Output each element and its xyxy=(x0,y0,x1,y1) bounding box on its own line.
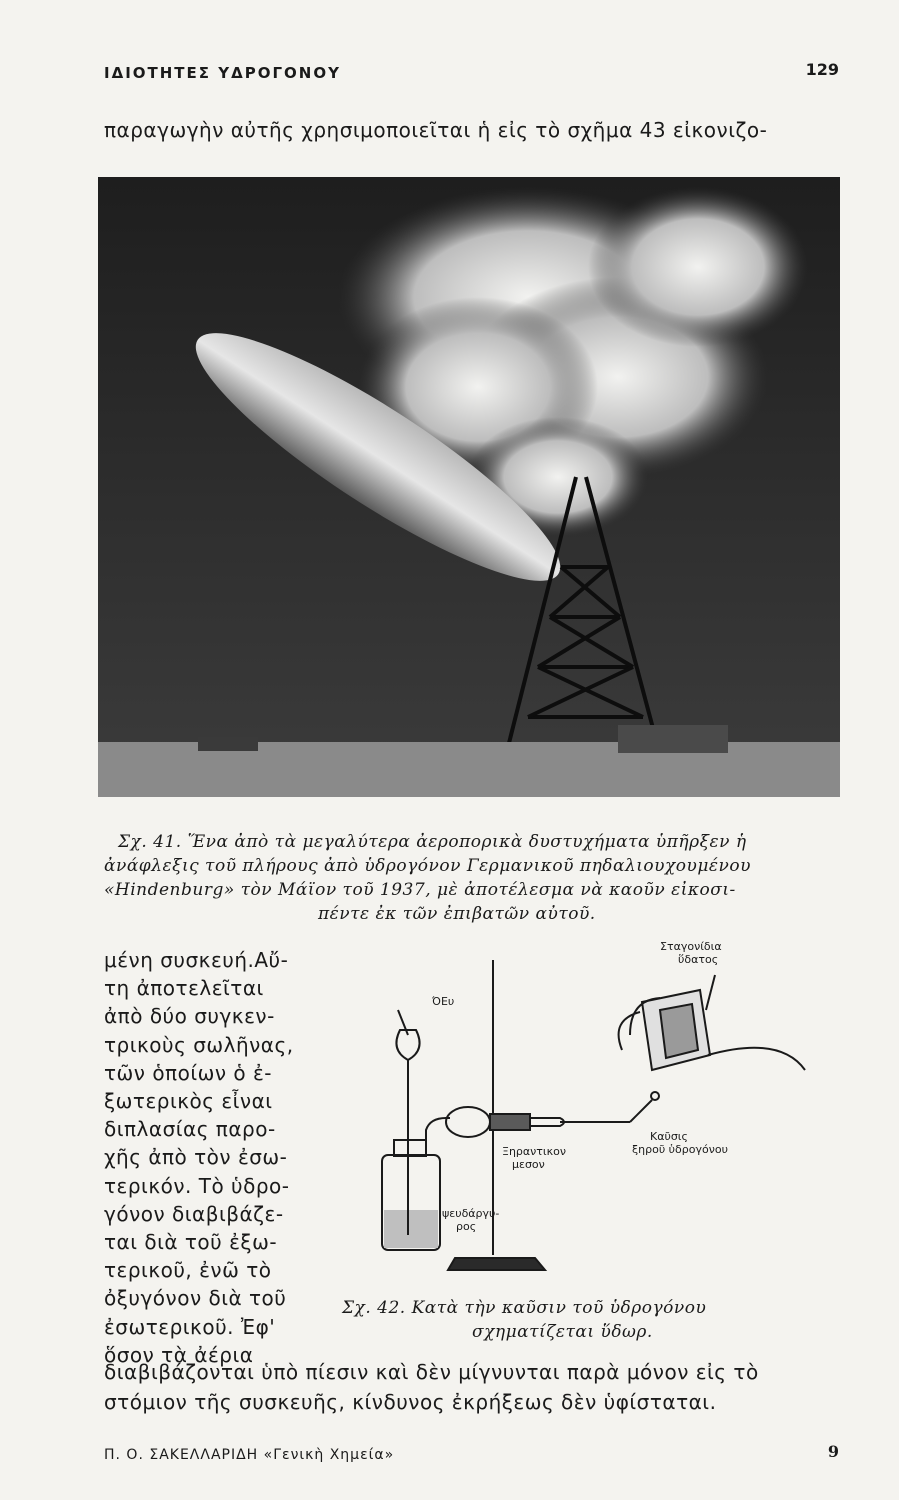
column-line: μένη συσκευή.Αὔ- xyxy=(104,948,289,972)
column-line: γόνον διαβιβάζε- xyxy=(104,1201,284,1226)
label-zinc-1: ψευδάργυ- xyxy=(442,1207,500,1220)
footer-credit: Π. Ο. ΣΑΚΕΛΛΑΡΙΔΗ «Γενικὴ Χημεία» xyxy=(104,1447,395,1463)
figure42-caption-line-2: σχηματίζεται ὕδωρ. xyxy=(472,1322,653,1342)
figure42-caption-line-1: Σχ. 42. Κατὰ τὴν καῦσιν τοῦ ὑδρογόνου xyxy=(342,1298,707,1318)
hindenburg-photo xyxy=(98,177,840,797)
column-line: ἐσωτερικοῦ. Ἐφ' xyxy=(104,1314,276,1339)
text-column xyxy=(104,946,316,1369)
column-line: τρικοὺς σωλῆνας, xyxy=(104,1032,294,1057)
column-line: ὀξυγόνον διὰ τοῦ xyxy=(104,1286,287,1311)
column-line: ξωτερικὸς εἶναι xyxy=(104,1089,273,1114)
figure41-caption-line-1: Σχ. 41. Ἕνα ἀπὸ τὰ μεγαλύτερα ἀεροπορικὰ δυστυχήματα ὑπῆρξεν ἡ xyxy=(118,832,747,852)
page-number: 129 xyxy=(805,60,839,79)
figure41-caption-line-3: «Hindenburg» τὸν Μάϊον τοῦ 1937, μὲ ἀποτέλεσμα νὰ καοῦν εἰκοσι- xyxy=(104,880,736,900)
column-line: χῆς ἀπὸ τὸν ἐσω- xyxy=(104,1145,288,1170)
label-drops: Σταγονίδια xyxy=(660,940,722,953)
column-line: τῶν ὁποίων ὁ ἐ- xyxy=(104,1060,272,1085)
label-acid: ΌΕυ xyxy=(432,995,455,1008)
column-line: τερικοῦ, ἐνῶ τὸ xyxy=(104,1258,272,1283)
figure41-caption-line-4: πέντε ἐκ τῶν ἐπιβατῶν αὐτοῦ. xyxy=(318,904,596,924)
column-line: τερικόν. Τὸ ὑδρο- xyxy=(104,1173,290,1198)
label-zinc-2: ρος xyxy=(456,1220,477,1233)
hydrogen-apparatus-diagram xyxy=(360,940,820,1300)
label-drying-1: Ξηραντικον xyxy=(502,1145,567,1158)
column-line: διπλασίας παρο- xyxy=(104,1117,276,1142)
intro-line: παραγωγὴν αὐτῆς χρησιμοποιεῖται ἡ εἰς τὸ σχῆμα 43 εἰκονιζο- xyxy=(104,118,768,142)
bottom-line-1: διαβιβάζονται ὑπὸ πίεσιν καὶ δὲν μίγνυνται παρὰ μόνον εἰς τὸ xyxy=(104,1360,759,1384)
figure41-caption-line-2: ἀνάφλεξις τοῦ πλήρους ἀπὸ ὑδρογόνον Γερμανικοῦ πηδαλιουχουμένου xyxy=(104,856,751,876)
column-line: ται διὰ τοῦ ἐξω- xyxy=(104,1230,278,1255)
label-burning-2: ξηροῦ ὑδρογόνου xyxy=(632,1143,728,1156)
column-line: τη ἀποτελεῖται xyxy=(104,976,264,1001)
running-title: ΙΔΙΟΤΗΤΕΣ ΥΔΡΟΓΟΝΟΥ xyxy=(104,64,341,82)
label-water: ὕδατος xyxy=(678,953,719,966)
label-drying-2: μεσον xyxy=(512,1158,545,1171)
footer-signature: 9 xyxy=(827,1442,839,1461)
bottom-line-2: στόμιον τῆς συσκευῆς, κίνδυνος ἐκρήξεως δὲν ὑφίσταται. xyxy=(104,1390,717,1414)
column-line: ὅσον τὰ ἀέρια xyxy=(104,1342,254,1367)
column-line: ἀπὸ δύο συγκεν- xyxy=(104,1004,275,1029)
label-burning-1: Καῦσις xyxy=(650,1130,688,1143)
